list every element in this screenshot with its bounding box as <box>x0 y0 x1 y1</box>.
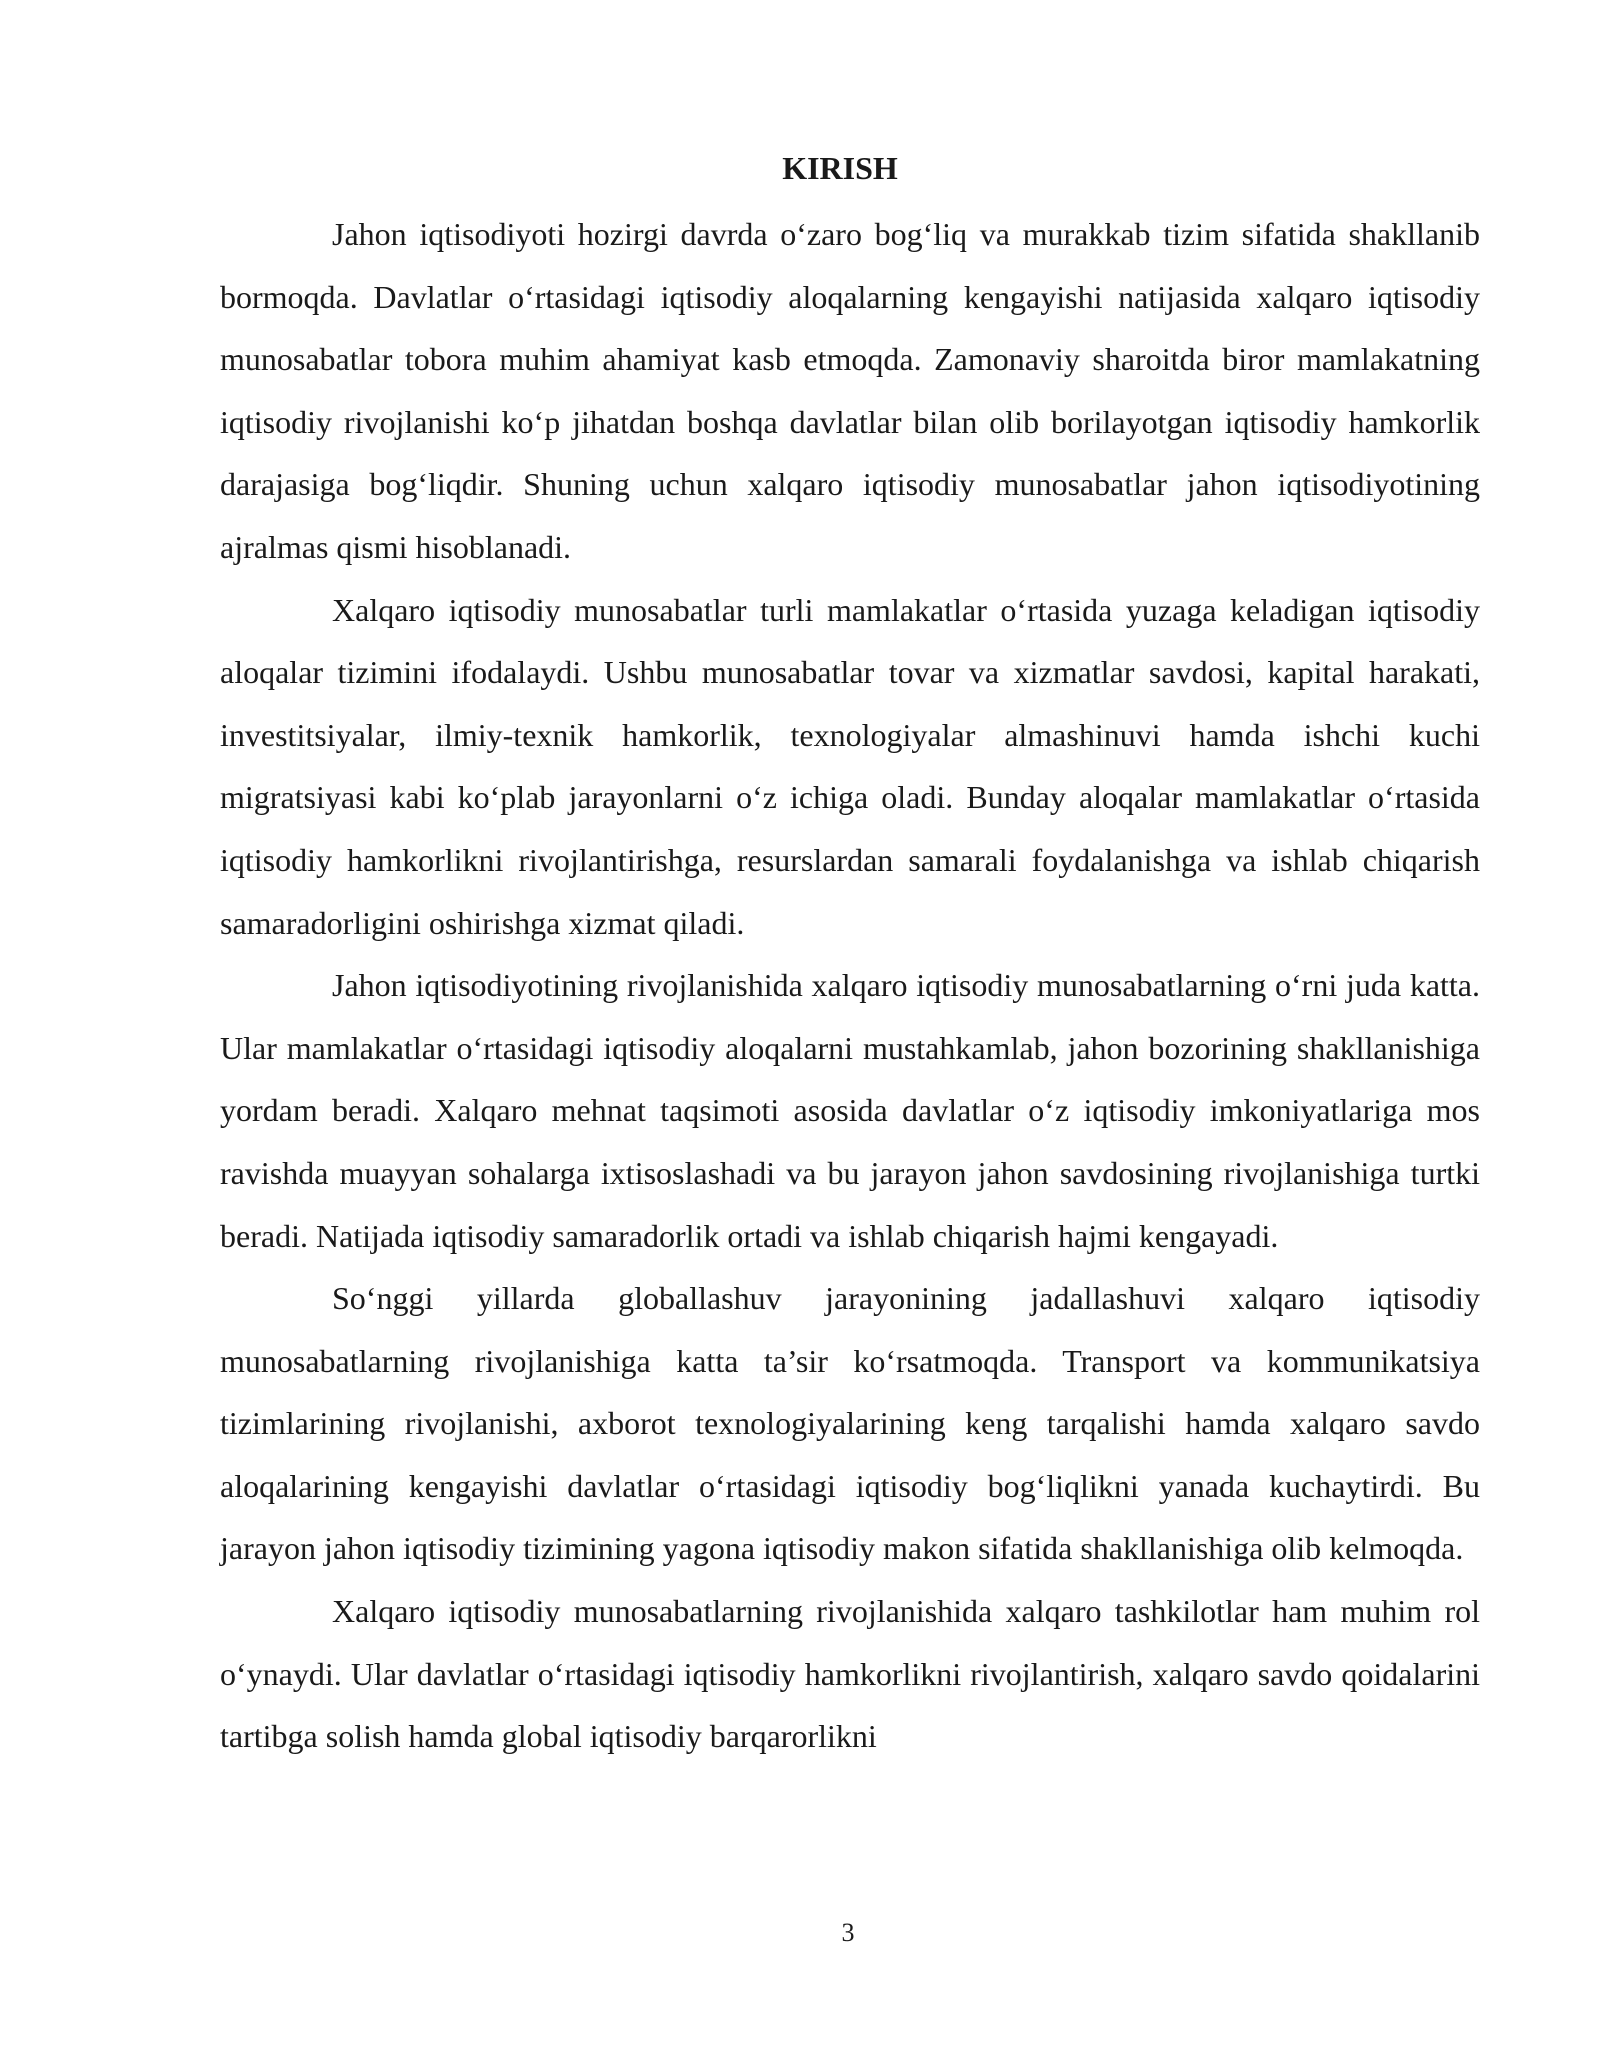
paragraph-1: Jahon iqtisodiyoti hozirgi davrda o‘zaro bog‘liq va murakkab tizim sifatida shakllanib bormoqda. Davlatlar o‘rtasidagi iqtisodiy aloqalarning kengayishi natijasida xalqaro iqtisodiy munosabatlar tobora muhim ahamiyat kasb etmoqda. Zamonaviy sharoitda biror mamlakatning iqtisodiy rivojlanishi ko‘p jihatdan boshqa davlatlar bilan olib borilayotgan iqtisodiy hamkorlik darajasiga bog‘liqdir. Shuning uchun xalqaro iqtisodiy munosabatlar jahon iqtisodiyotining ajralmas qismi hisoblanadi. <box>220 216 1480 565</box>
paragraph-4: So‘nggi yillarda globallashuv jarayonining jadallashuvi xalqaro iqtisodiy munosabatlarning rivojlanishiga katta ta’sir ko‘rsatmoqda. Transport va kommunikatsiya tizimlarining rivojlanishi, axborot texnologiyalarining keng tarqalishi hamda xalqaro savdo aloqalarining kengayishi davlatlar o‘rtasidagi iqtisodiy bog‘liqlikni yanada kuchaytirdi. Bu jarayon jahon iqtisodiy tizimining yagona iqtisodiy makon sifatida shakllanishiga olib kelmoqda. <box>220 1280 1480 1567</box>
page-number-text: 3 <box>841 1918 855 1947</box>
paragraph-5: Xalqaro iqtisodiy munosabatlarning rivojlanishida xalqaro tashkilotlar ham muhim rol o‘ynaydi. Ular davlatlar o‘rtasidagi iqtisodiy hamkorlikni rivojlantirish, xalqaro savdo qoidalarini tartibga solish hamda global iqtisodiy barqarorlikni <box>220 1593 1480 1755</box>
page-number <box>0 1918 1600 1948</box>
paragraph-2: Xalqaro iqtisodiy munosabatlar turli mamlakatlar o‘rtasida yuzaga keladigan iqtisodiy aloqalar tizimini ifodalaydi. Ushbu munosabatlar tovar va xizmatlar savdosi, kapital harakati, investitsiyalar, ilmiy-texnik hamkorlik, texnologiyalar almashinuvi hamda ishchi kuchi migratsiyasi kabi ko‘plab jarayonlarni o‘z ichiga oladi. Bunday aloqalar mamlakatlar o‘rtasida iqtisodiy hamkorlikni rivojlantirishga, resurslardan samarali foydalanishga va ishlab chiqarish samaradorligini oshirishga xizmat qiladi. <box>220 591 1480 941</box>
body-text <box>220 203 1480 1768</box>
page-title <box>0 148 1600 188</box>
paragraph-3: Jahon iqtisodiyotining rivojlanishida xalqaro iqtisodiy munosabatlarning o‘rni juda katta. Ular mamlakatlar o‘rtasidagi iqtisodiy aloqalarni mustahkamlab, jahon bozorining shakllanishiga yordam beradi. Xalqaro mehnat taqsimoti asosida davlatlar o‘z iqtisodiy imkoniyatlariga mos ravishda muayyan sohalarga ixtisoslashadi va bu jarayon jahon savdosining rivojlanishiga turtki beradi. Natijada iqtisodiy samaradorlik ortadi va ishlab chiqarish hajmi kengayadi. <box>220 967 1480 1254</box>
page-title-text: KIRISH <box>782 150 898 186</box>
